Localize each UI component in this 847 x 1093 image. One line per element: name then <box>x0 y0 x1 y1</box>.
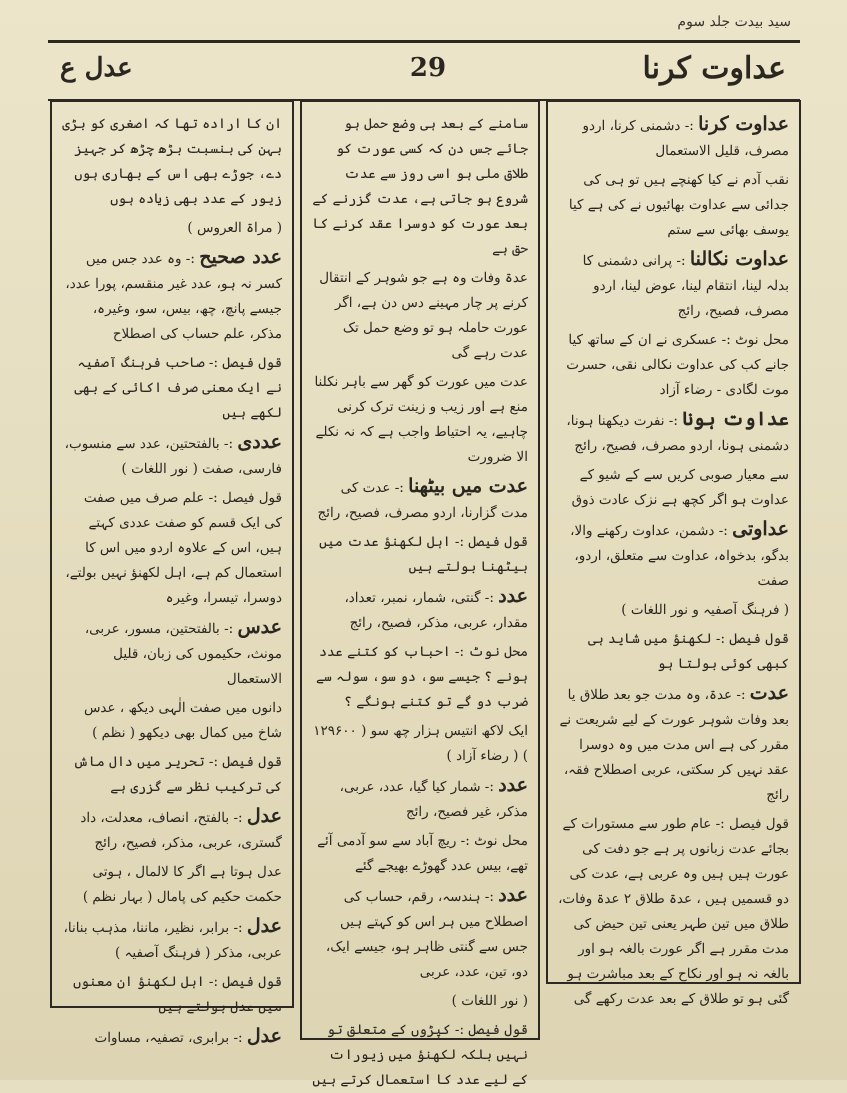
column-right <box>546 100 801 1007</box>
dictionary-entry <box>62 860 282 910</box>
corner-note: سید بیدت جلد سوم <box>677 14 791 30</box>
dictionary-entry <box>558 463 789 513</box>
entry-headword: عدل <box>246 805 282 827</box>
entry-headword: عدد <box>498 774 528 796</box>
entry-text: نقب آدم نے کیا کھنچے ہیں تو ہی کی جدائی سے عداوت بھائیوں نے کی ہے کیا یوسف بھائی سے ستم <box>568 172 789 238</box>
entry-text: قول فیصل :- صاحب فرہنگ آصفیہ نے ایک معنی صرف اکائی کے بھی لکھے ہیں <box>74 355 282 421</box>
entry-text: :- وہ عدد جس میں کسر نہ ہو، عدد غیر منقسم، پورا عدد، جیسے پانچ، چھ، بیس، سو، وغیرہ، مذکر، علم حساب کی اصطلاح <box>65 251 282 342</box>
entry-headword: عدد <box>498 884 528 906</box>
entry-headword: عدد صحیح <box>199 246 282 268</box>
entry-text: :- عدۃ، وہ مدت جو بعد طلاق یا بعد وفات شوہر عورت کے لیے شریعت نے مقرر کی ہے اس مدت میں وہ دوسرا عقد نہیں کر سکتی، عربی اصطلاح فقہ، رائج <box>559 687 789 803</box>
entry-headword: عددی <box>237 431 282 453</box>
entry-headword: عداوت نکالنا <box>689 248 789 270</box>
entry-text: :- گنتی، شمار، نمبر، تعداد، مقدار، عربی، مذکر، فصیح، رائج <box>344 590 528 631</box>
entry-text: سامنے کے بعد ہی وضع حمل ہو جائے جس دن کہ کسی عورت کو طلاق ملی ہو اسی روز سے عدت شروع ہو جاتی ہے، عدت گزرنے کے بعد عورت کو دوسرا عقد کرنے کا حق ہے <box>312 116 528 257</box>
dictionary-entry <box>312 719 528 769</box>
entry-text: :- ہندسہ، رقم، حساب کی اصطلاح میں ہر اس کو کہتے ہیں جس سے گنتی ظاہر ہو، جیسے ایک، دو، تین، عدد، عربی <box>325 889 528 980</box>
dictionary-entry <box>312 773 528 825</box>
dictionary-entry <box>62 351 282 426</box>
dictionary-entry <box>62 245 282 347</box>
dictionary-entry <box>558 112 789 164</box>
dictionary-entry <box>312 584 528 636</box>
dictionary-entry <box>62 696 282 746</box>
entry-text: :- عدت کی مدت گزارنا، اردو مصرف، فصیح، رائج <box>317 480 528 521</box>
dictionary-entry <box>62 970 282 1020</box>
entry-text: ایک لاکھ انتیس ہزار چھ سو ( ۱۲۹۶۰۰ ) ( رضاء آزاد ) <box>313 723 528 764</box>
entry-text: قول فیصل :- عام طور سے مستورات کے بجائے عدت زبانوں پر ہے جو دفت کی عورت ہیں ہیں وہ عربی ہے، عدت کی دو قسمیں ہیں ، عدۃ طلاق ۲ عدۃ وفات، طلاق میں تین طہر یعنی تین حیض کی مدت مقرر ہے اگر عورت بالغہ ہو اور بالغہ نہ ہو اور نکاح کے بعد مباشرت ہو گئی ہو تو طلاق کے بعد عدت رکھے گی <box>558 816 789 1007</box>
entry-text: :- برابری، تصفیہ، مساوات <box>94 1030 243 1046</box>
entry-text: محل نوٹ :- عسکری نے ان کے ساتھ کیا جانے کب کی عداوت نکالی نقی، حسرت موت لگادی - رضاء آزاد <box>566 332 789 398</box>
dictionary-entry <box>312 883 528 985</box>
entry-text: قول فیصل :- لکھنؤ میں شاید ہی کبھی کوئی بولتا ہو <box>588 631 789 672</box>
entry-text: :- دشمنی کرنا، اردو مصرف، قلیل الاستعمال <box>582 118 789 159</box>
dictionary-entry <box>558 812 789 1012</box>
entry-text: ( فرہنگ آصفیہ و نور اللغات ) <box>621 602 789 618</box>
dictionary-entry <box>62 430 282 482</box>
dictionary-entry <box>312 989 528 1014</box>
dictionary-entry <box>62 486 282 611</box>
entry-text: :- پرانی دشمنی کا بدلہ لینا، انتقام لینا، عوض لینا، اردو مصرف، فصیح، رائج <box>582 253 789 319</box>
entry-text: قول فیصل :- تحریر میں دال ماش کی ترکیب نظر سے گزری ہے <box>73 754 282 795</box>
entry-text: قول فیصل :- اہل لکھنؤ ان معنوں میں عدل بولتے ہیں <box>73 974 282 1015</box>
entry-text: عدۃ وفات وہ ہے جو شوہر کے انتقال کرنے پر چار مہینے دس دن ہے، اگر عورت حاملہ ہو تو وضع حمل تک عدت رہے گی <box>319 270 528 361</box>
entry-text: محل نوٹ :- ریچ آباد سے سو آدمی آئے تھے، بیس عدد گھوڑے بھیجے گئے <box>317 833 528 874</box>
entry-text: محل نوٹ :- احباب کو کتنے عدد ہونے ؟ جیسے سو، دو سو، سولہ سے ضرب دو گے تو کتنے ہونگے ؟ <box>316 644 528 710</box>
dictionary-entry <box>558 517 789 594</box>
dictionary-entry <box>558 598 789 623</box>
dictionary-entry <box>312 530 528 580</box>
entry-text: :- بالفتح، انصاف، معدلت، داد گستری، عربی، مذکر، فصیح، رائج <box>80 810 282 851</box>
dictionary-entry <box>558 328 789 403</box>
entry-text: قول فیصل :- اہل لکھنؤ عدت میں بیٹھنا بولتے ہیں <box>319 534 528 575</box>
entry-text: ( مراۃ العروس ) <box>187 220 282 236</box>
dictionary-entry <box>558 247 789 324</box>
entry-text: :- بالفتحتین، مسور، عربی، مونث، حکیموں کی زبان، قلیل الاستعمال <box>84 621 282 687</box>
entry-text: :- بالفتحتین، عدد سے منسوب، فارسی، صفت ( نور اللغات ) <box>64 436 282 477</box>
page-number: 29 <box>409 53 447 83</box>
dictionary-entry <box>558 407 789 459</box>
dictionary-entry <box>62 112 282 212</box>
entry-text: قول فیصل :- علم صرف میں صفت کی ایک قسم کو صفت عددی کہتے ہیں، اس کے علاوہ اردو میں اس کا استعمال کم ہے، اہل لکھنؤ نہیں بولتے، دوسرا، تیسرا، وغیرہ <box>65 490 282 606</box>
entry-headword: عداوتی <box>732 518 789 540</box>
entry-headword: عدد <box>498 585 528 607</box>
entry-text: :- دشمن، عداوت رکھنے والا، بدگو، بدخواہ، عداوت سے متعلق، اردو، صفت <box>570 523 789 589</box>
entry-text: سے معیار صوبی کریں سے کے شیو کے عداوت ہو اگر کچھ ہے نزک عادت ذوق <box>571 467 789 508</box>
header-right-word: عداوت کرنا <box>642 51 786 86</box>
dictionary-entry <box>312 112 528 262</box>
dictionary-entry <box>62 615 282 692</box>
dictionary-entry <box>62 1024 282 1051</box>
entry-text: ان کا ارادہ تھا کہ اصغری کو بڑی بہن کی بنسبت بڑھ چڑھ کر جہیز دے، جوڑے بھی اس کے بھاری ہوں زیور کے عدد بھی زیادہ ہوں <box>62 116 282 207</box>
entry-text: :- نفرت دیکھنا ہونا، دشمنی ہونا، اردو مصرف، فصیح، رائج <box>566 413 789 454</box>
entry-text: :- شمار کیا گیا، عدد، عربی، مذکر، غیر فصیح، رائج <box>339 779 528 820</box>
dictionary-entry <box>312 266 528 366</box>
entry-headword: عدل <box>246 915 282 937</box>
dictionary-entry <box>312 370 528 470</box>
entry-headword: عدل <box>246 1025 282 1047</box>
entry-headword: عداوت کرنا <box>698 113 789 135</box>
column-left <box>50 100 294 1047</box>
dictionary-entry <box>558 168 789 243</box>
dictionary-entry <box>62 750 282 800</box>
entry-text: قول فیصل :- کپڑوں کے متعلق تو نہیں بلکہ لکھنؤ میں زیورات کے لیے عدد کا استعمال کرتے ہیں <box>312 1022 528 1088</box>
header-left-word: عدل ع <box>60 53 133 83</box>
entry-text: عدت میں عورت کو گھر سے باہر نکلنا منع ہے اور زیب و زینت ترک کرنی چاہیے، یہ احتیاط واجب ہے کہ نہ نکلے الا ضرورت <box>314 374 528 465</box>
entry-text: دانوں میں صفت الٰہی دیکھ ، عدس شاخ میں کمال بھی دیکھو ( نظم ) <box>83 700 282 741</box>
column-middle <box>300 100 540 1088</box>
entry-text: ( نور اللغات ) <box>451 993 528 1009</box>
dictionary-entry <box>558 627 789 677</box>
entry-headword: عدت میں بیٹھنا <box>408 475 528 497</box>
page-header <box>48 40 800 101</box>
dictionary-entry <box>62 804 282 856</box>
dictionary-entry <box>62 914 282 966</box>
entry-text: عدل ہوتا ہے اگر کا لالمال ، ہوتی حکمت حکیم کی پامال ( بہار نظم ) <box>82 864 282 905</box>
entry-text: :- برابر، نظیر، ماننا، مذہب بنانا، عربی، مذکر ( فرہنگ آصفیہ ) <box>63 920 282 961</box>
dictionary-entry <box>62 216 282 241</box>
entry-headword: عدس <box>237 616 282 638</box>
dictionary-entry <box>558 681 789 808</box>
dictionary-entry <box>312 1018 528 1093</box>
dictionary-entry <box>312 829 528 879</box>
dictionary-entry <box>312 640 528 715</box>
entry-headword: عداوت ہونا <box>682 408 789 430</box>
dictionary-entry <box>312 474 528 526</box>
entry-headword: عدت <box>749 682 789 704</box>
